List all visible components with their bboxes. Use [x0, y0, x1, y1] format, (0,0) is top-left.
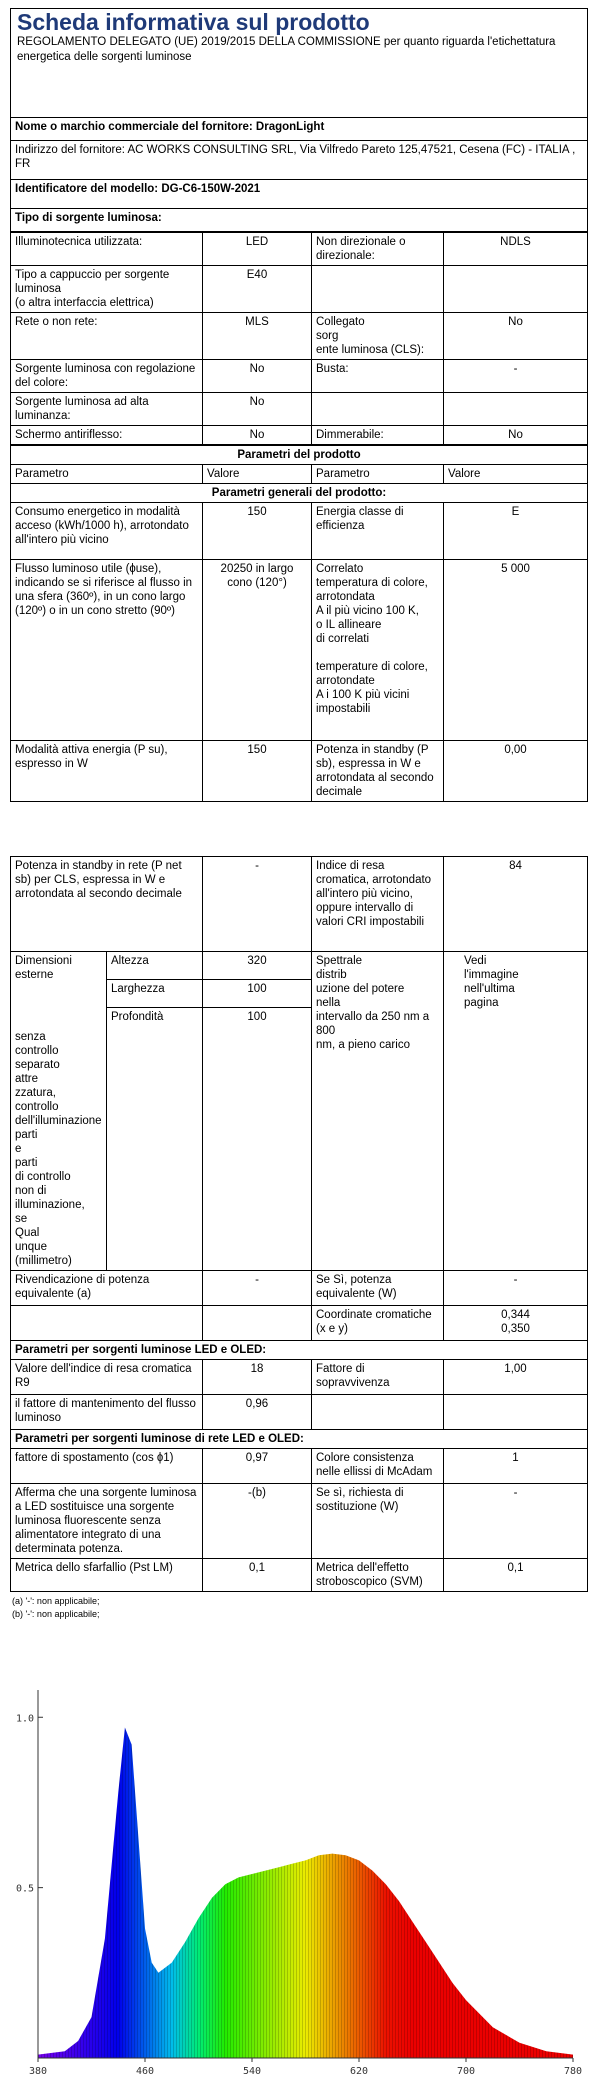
footnote-b: (b) '-': non applicabile; — [12, 1609, 100, 1619]
param-label: Colore consistenza nelle ellissi di McAdam — [312, 1449, 444, 1484]
param-label: Tipo a cappuccio per sorgente luminosa (o altra interfaccia elettrica) — [11, 266, 203, 313]
width-value: 100 — [203, 980, 312, 1008]
page-title: Scheda informativa sul prodotto — [17, 9, 370, 35]
page-two-table — [10, 856, 588, 1592]
param-value: - — [444, 1271, 588, 1306]
page-two — [10, 856, 587, 1619]
depth-label: Profondità — [107, 1008, 203, 1271]
x-tick-label: 620 — [349, 2066, 369, 2077]
param-value: E — [444, 503, 588, 560]
x-tick-label: 380 — [28, 2066, 48, 2077]
param-label: Dimmerabile: — [312, 426, 444, 445]
footnote-a: (a) '-': non applicabile; — [12, 1596, 100, 1606]
table-row — [11, 1484, 588, 1559]
x-tick-label: 780 — [563, 2066, 583, 2077]
param-label: Sorgente luminosa con regolazione del colore: — [11, 360, 203, 393]
param-value: -(b) — [203, 1484, 312, 1559]
table-row — [11, 560, 588, 741]
param-label: Indice di resa cromatica, arrotondato all'intero più vicino, oppure intervallo di valori CRI impostabili — [312, 857, 444, 952]
param-value: No — [203, 360, 312, 393]
param-label: Coordinate cromatiche (x e y) — [312, 1306, 444, 1341]
param-value: 0,344 0,350 — [444, 1306, 588, 1341]
x-tick-label: 700 — [456, 2066, 476, 2077]
param-value: 1,00 — [444, 1360, 588, 1395]
table-row — [11, 1559, 588, 1592]
param-label: Potenza in standby in rete (P net sb) per CLS, espressa in W e arrotondata al secondo decimale — [11, 857, 203, 952]
col-header-param: Parametro — [11, 465, 203, 484]
table-row — [11, 266, 588, 313]
param-label: Metrica dell'effetto stroboscopico (SVM) — [312, 1559, 444, 1592]
param-label: Schermo antiriflesso: — [11, 426, 203, 445]
param-value: No — [444, 426, 588, 445]
param-value: 0,97 — [203, 1449, 312, 1484]
regulation-text: REGOLAMENTO DELEGATO (UE) 2019/2015 DELLA COMMISSIONE per quanto riguarda l'etichettatura energetica delle sorgenti luminose — [17, 36, 556, 63]
param-value: No — [444, 313, 588, 360]
param-value: NDLS — [444, 233, 588, 266]
param-value: No — [203, 393, 312, 426]
height-label: Altezza — [107, 952, 203, 980]
param-value: 150 — [203, 741, 312, 802]
param-value: 0,00 — [444, 741, 588, 802]
spectral-distribution-value: Vedi l'immagine nell'ultima pagina — [444, 952, 588, 1271]
param-label: Se Sì, potenza equivalente (W) — [312, 1271, 444, 1306]
param-label: Energia classe di efficienza — [312, 503, 444, 560]
param-value: E40 — [203, 266, 312, 313]
x-tick-label: 540 — [242, 2066, 262, 2077]
param-label: Rivendicazione di potenza equivalente (a) — [11, 1271, 203, 1306]
param-value: 5 000 — [444, 560, 588, 741]
param-value: 84 — [444, 857, 588, 952]
height-value: 320 — [203, 952, 312, 980]
param-label: Modalità attiva energia (P su), espresso in W — [11, 741, 203, 802]
table-row — [11, 1395, 588, 1430]
led-params-heading: Parametri per sorgenti luminose LED e OLED: — [11, 1341, 588, 1360]
light-source-type-heading: Tipo di sorgente luminosa: — [11, 209, 588, 232]
supplier-trademark: Nome o marchio commerciale del fornitore: DragonLight — [11, 118, 588, 141]
param-value: 1 — [444, 1449, 588, 1484]
type-table — [10, 232, 588, 445]
param-value: - — [444, 1484, 588, 1559]
spectrum-svg — [8, 1680, 588, 2090]
param-label: Illuminotecnica utilizzata: — [11, 233, 203, 266]
param-label — [312, 393, 444, 426]
param-value: LED — [203, 233, 312, 266]
param-label: Rete o non rete: — [11, 313, 203, 360]
param-value — [444, 393, 588, 426]
y-tick-label: 0.5 — [15, 1883, 34, 1895]
dimensions-label: Dimensioni esterne — [15, 955, 72, 981]
col-header-param: Parametro — [312, 465, 444, 484]
table-row — [11, 313, 588, 360]
param-value: - — [203, 857, 312, 952]
param-value: 0,96 — [203, 1395, 312, 1430]
y-tick-label: 1.0 — [15, 1713, 34, 1725]
table-row — [11, 1360, 588, 1395]
dimensions-label-detail: senza controllo separato attre zzatura, controllo dell'illuminazione parti e parti di controllo non di illuminazione, se Qual unque (millimetro) — [15, 1031, 102, 1267]
supplier-address: Indirizzo del fornitore: AC WORKS CONSULTING SRL, Via Vilfredo Pareto 125,47521, Cesena (FC) - ITALIA , FR — [11, 141, 588, 180]
col-header-value: Valore — [444, 465, 588, 484]
x-tick-label: 460 — [135, 2066, 155, 2077]
param-value: 18 — [203, 1360, 312, 1395]
table-row — [11, 1449, 588, 1484]
param-label: Afferma che una sorgente luminosa a LED sostituisce una sorgente luminosa fluorescente senza alimentatore integrato di una determinata potenza. — [11, 1484, 203, 1559]
param-value: No — [203, 426, 312, 445]
spectral-distribution-label: Spettrale distrib uzione del potere nella intervallo da 250 nm a 800 nm, a pieno carico — [312, 952, 444, 1271]
spectrum-chart — [8, 1680, 588, 2090]
param-label: Metrica dello sfarfallio (Pst LM) — [11, 1559, 203, 1592]
model-identifier: Identificatore del modello: DG-C6-150W-2021 — [11, 180, 588, 209]
param-value: 20250 in largo cono (120°) — [203, 560, 312, 741]
param-label: Se sì, richiesta di sostituzione (W) — [312, 1484, 444, 1559]
param-value: 0,1 — [444, 1559, 588, 1592]
param-label: Valore dell'indice di resa cromatica R9 — [11, 1360, 203, 1395]
product-params-heading: Parametri del prodotto — [11, 446, 588, 465]
table-row — [11, 360, 588, 393]
param-label: Correlato temperatura di colore, arrotondata A il più vicino 100 K, o IL allineare di correlati temperature di colore, arrotondate A i 100 K più vicini impostabili — [312, 560, 444, 741]
param-label: Sorgente luminosa ad alta luminanza: — [11, 393, 203, 426]
header-table — [10, 8, 588, 232]
param-label: Collegato sorg ente luminosa (CLS): — [312, 313, 444, 360]
param-label: il fattore di mantenimento del flusso luminoso — [11, 1395, 203, 1430]
param-label — [11, 1306, 203, 1341]
width-label: Larghezza — [107, 980, 203, 1008]
depth-value: 100 — [203, 1008, 312, 1271]
table-row — [11, 393, 588, 426]
table-row — [11, 857, 588, 952]
table-row — [11, 503, 588, 560]
param-value — [203, 1306, 312, 1341]
param-value: - — [203, 1271, 312, 1306]
param-label: Flusso luminoso utile (ɸuse), indicando se si riferisce al flusso in una sfera (360º), in un cono largo (120º) o in un cono stretto (90º) — [11, 560, 203, 741]
page-one — [10, 8, 587, 802]
param-label — [312, 266, 444, 313]
col-header-value: Valore — [203, 465, 312, 484]
param-label: Fattore di sopravvivenza — [312, 1360, 444, 1395]
param-value — [444, 1395, 588, 1430]
param-label: Non direzionale o direzionale: — [312, 233, 444, 266]
general-params-heading: Parametri generali del prodotto: — [11, 484, 588, 503]
table-row — [11, 233, 588, 266]
param-label — [312, 1395, 444, 1430]
param-value: - — [444, 360, 588, 393]
dimensions-label-cell — [11, 952, 107, 1271]
params-table — [10, 445, 588, 802]
table-row — [11, 1271, 588, 1306]
param-label: fattore di spostamento (cos ɸ1) — [11, 1449, 203, 1484]
table-row — [11, 741, 588, 802]
param-label: Potenza in standby (P sb), espressa in W e arrotondata al secondo decimale — [312, 741, 444, 802]
param-value: MLS — [203, 313, 312, 360]
param-label: Busta: — [312, 360, 444, 393]
table-row — [11, 426, 588, 445]
mains-params-heading: Parametri per sorgenti luminose di rete LED e OLED: — [11, 1430, 588, 1449]
spectrum-area-stripes — [38, 1728, 573, 2059]
param-value — [444, 266, 588, 313]
param-value: 150 — [203, 503, 312, 560]
table-row — [11, 1306, 588, 1341]
param-value: 0,1 — [203, 1559, 312, 1592]
param-label: Consumo energetico in modalità acceso (kWh/1000 h), arrotondato all'intero più vicino — [11, 503, 203, 560]
